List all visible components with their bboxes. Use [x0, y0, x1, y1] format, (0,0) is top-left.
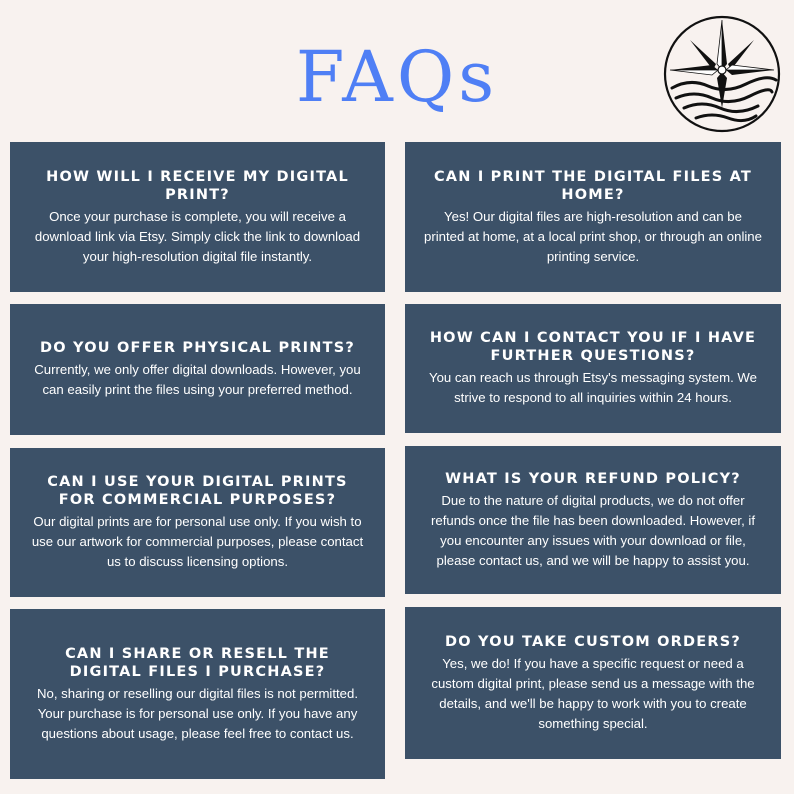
- faq-card-custom-orders: [405, 607, 781, 759]
- faq-question: CAN I SHARE OR RESELL THE DIGITAL FILES I PURCHASE?: [65, 645, 330, 680]
- faq-question: HOW CAN I CONTACT YOU IF I HAVE FURTHER QUESTIONS?: [429, 330, 757, 364]
- faq-card-physical-prints: [10, 304, 385, 435]
- faq-question: CAN I PRINT THE DIGITAL FILES AT HOME?: [433, 168, 753, 203]
- faq-question: HOW WILL I RECEIVE MY DIGITAL PRINT?: [46, 168, 349, 203]
- faq-card-receive-print: [10, 142, 385, 292]
- faq-answer: Once your purchase is complete, you will receive a download link via Etsy. Simply click the link to download your high-resolution digital file instantly.: [34, 208, 361, 264]
- faq-answer: You can reach us through Etsy's messaging system. We strive to respond to all inquiries within 24 hours.: [429, 370, 757, 405]
- faq-answer: Due to the nature of digital products, we do not offer refunds once the file has been downloaded. However, if you encounter any issues with your download or file, please contact us, and we will be happy to assist you.: [430, 492, 756, 568]
- faq-answer: Yes! Our digital files are high-resolution and can be printed at home, at a local print shop, or through an online printing service.: [424, 208, 762, 264]
- faq-card-contact: [405, 304, 781, 433]
- faq-card-refund-policy: [405, 446, 781, 594]
- page-title: FAQs: [295, 36, 499, 118]
- faq-answer: Our digital prints are for personal use only. If you wish to use our artwork for commercial purposes, please contact us to discuss licensing options.: [31, 514, 364, 569]
- faq-question: DO YOU OFFER PHYSICAL PRINTS?: [40, 340, 355, 356]
- faq-question: CAN I USE YOUR DIGITAL PRINTS FOR COMMERCIAL PURPOSES?: [47, 474, 348, 508]
- faq-answer: No, sharing or reselling our digital files is not permitted. Your purchase is for personal use only. If you have any questions about usage, please feel free to contact us.: [36, 685, 359, 741]
- faq-answer: Yes, we do! If you have a specific request or need a custom digital print, please send us a message with the details, and we'll be happy to work with you to create something special.: [431, 655, 755, 731]
- faq-card-commercial-use: [10, 448, 385, 597]
- faq-question: DO YOU TAKE CUSTOM ORDERS?: [445, 633, 741, 650]
- compass-rose-waves-icon: [660, 12, 784, 136]
- faq-question: WHAT IS YOUR REFUND POLICY?: [445, 470, 741, 487]
- faq-card-print-at-home: [405, 142, 781, 292]
- faq-card-share-resell: [10, 609, 385, 779]
- faq-answer: Currently, we only offer digital downloads. However, you can easily print the files using your preferred method.: [34, 362, 361, 397]
